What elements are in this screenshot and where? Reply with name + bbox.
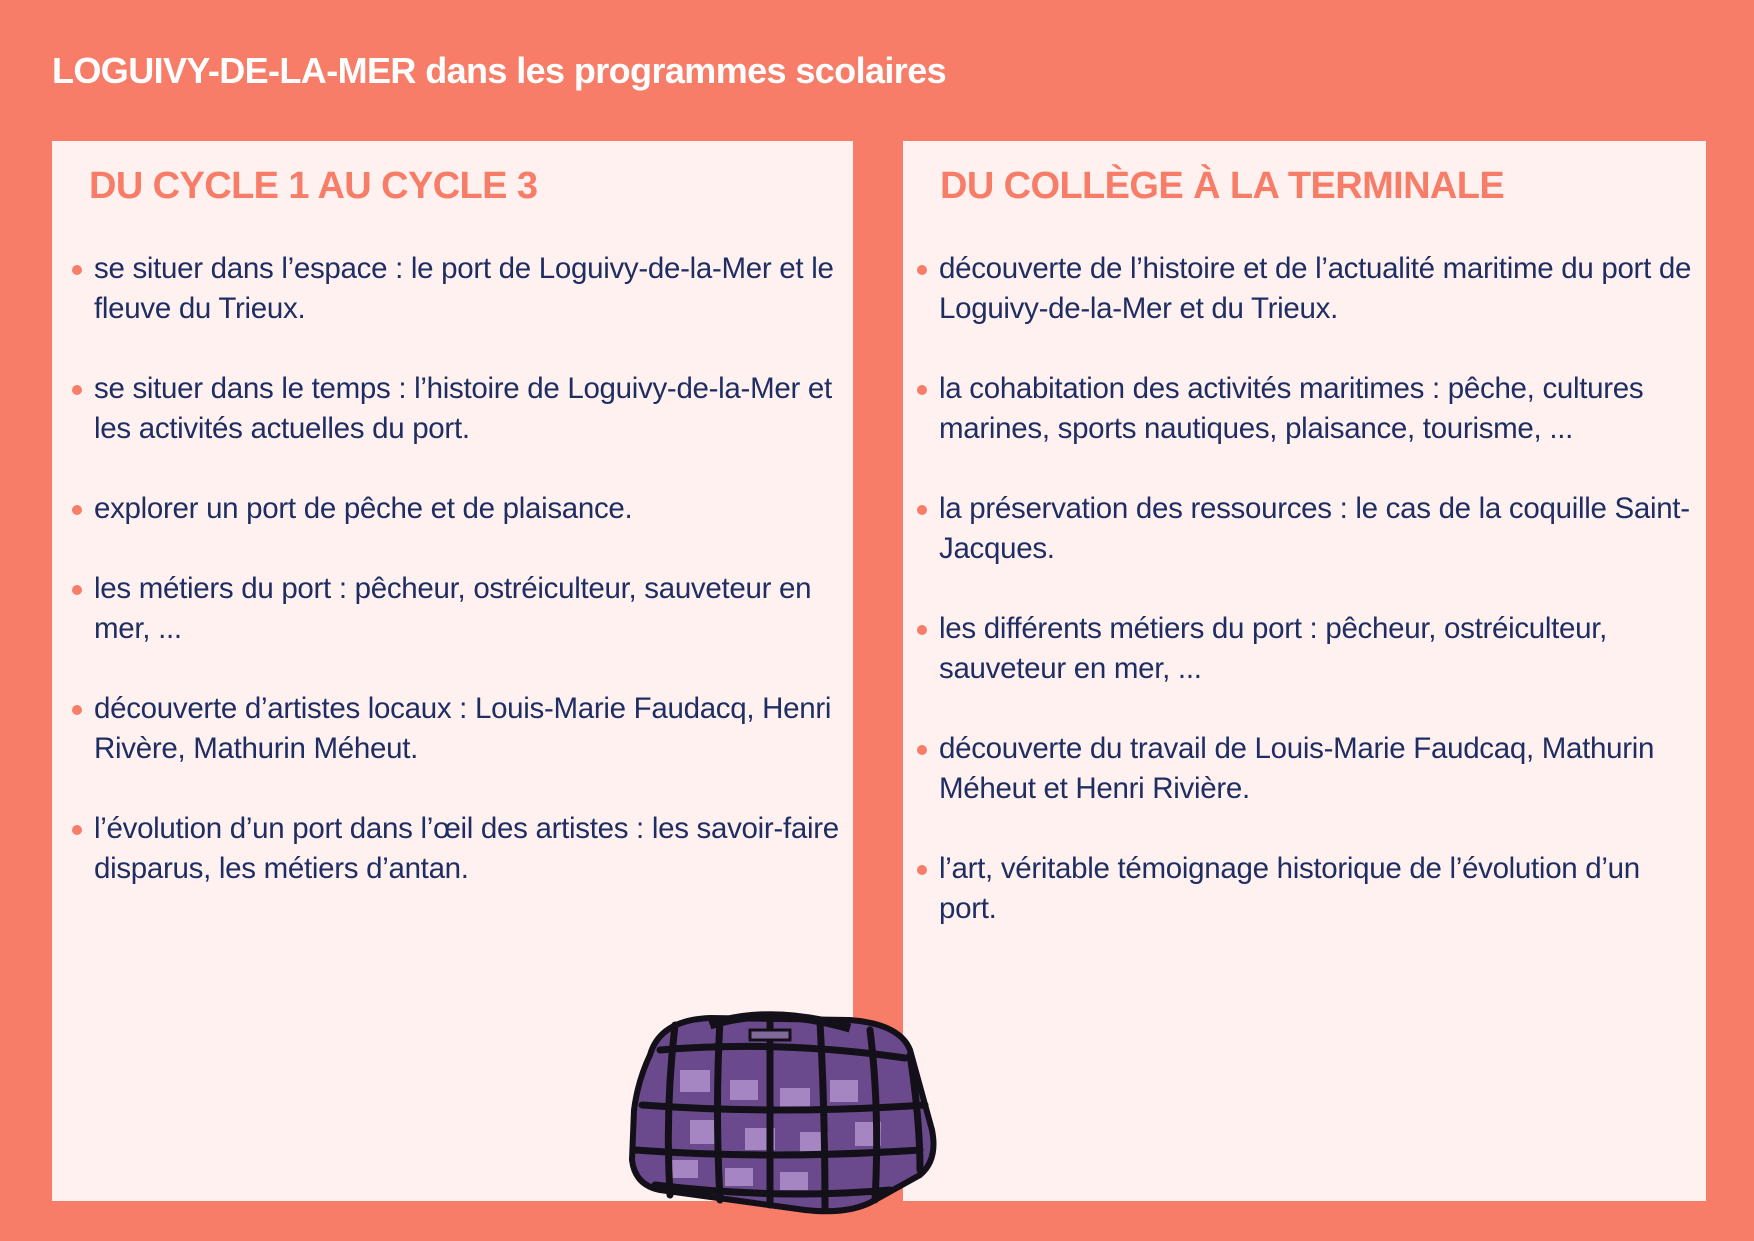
item-list [939, 249, 1703, 969]
bullet-dot [72, 825, 82, 835]
list-item-text: se situer dans l’espace : le port de Loguivy-de-la-Mer et le fleuve du Trieux. [94, 252, 834, 325]
list-item [939, 249, 1703, 329]
list-item [94, 569, 846, 649]
list-item-text: les métiers du port : pêcheur, ostréiculteur, sauveteur en mer, ... [94, 572, 812, 645]
bullet-dot [72, 265, 82, 275]
list-item-text: la préservation des ressources : le cas de la coquille Saint-Jacques. [939, 492, 1690, 565]
lobster-trap-illustration [620, 1010, 940, 1225]
panel-heading: DU CYCLE 1 AU CYCLE 3 [89, 165, 538, 207]
list-item [94, 489, 846, 529]
list-item-text: l’art, véritable témoignage historique de l’évolution d’un port. [939, 852, 1640, 925]
bullet-dot [72, 585, 82, 595]
list-item [939, 489, 1703, 569]
bullet-dot [917, 385, 927, 395]
list-item [939, 849, 1703, 929]
bullet-dot [917, 505, 927, 515]
panel-college-terminale [903, 141, 1706, 1201]
panel-heading: DU COLLÈGE À LA TERMINALE [940, 165, 1505, 207]
list-item-text: découverte d’artistes locaux : Louis-Marie Faudacq, Henri Rivère, Mathurin Méheut. [94, 692, 832, 765]
bullet-dot [917, 265, 927, 275]
bullet-dot [72, 385, 82, 395]
list-item-text: l’évolution d’un port dans l’œil des artistes : les savoir-faire disparus, les métiers d’antan. [94, 812, 839, 885]
page-title: LOGUIVY-DE-LA-MER dans les programmes scolaires [52, 50, 947, 91]
list-item-text: découverte du travail de Louis-Marie Faudcaq, Mathurin Méheut et Henri Rivière. [939, 732, 1655, 805]
list-item-text: les différents métiers du port : pêcheur, ostréiculteur, sauveteur en mer, ... [939, 612, 1608, 685]
list-item [939, 729, 1703, 809]
bullet-dot [72, 505, 82, 515]
list-item [939, 369, 1703, 449]
list-item-text: découverte de l’histoire et de l’actualité maritime du port de Loguivy-de-la-Mer et du Trieux. [939, 252, 1692, 325]
bullet-dot [917, 865, 927, 875]
list-item-text: la cohabitation des activités maritimes : pêche, cultures marines, sports nautiques, plaisance, tourisme, ... [939, 372, 1644, 445]
list-item-text: explorer un port de pêche et de plaisance. [94, 492, 633, 525]
list-item [94, 689, 846, 769]
list-item-text: se situer dans le temps : l’histoire de Loguivy-de-la-Mer et les activités actuelles du port. [94, 372, 832, 445]
list-item [94, 249, 846, 329]
bullet-dot [72, 705, 82, 715]
bullet-dot [917, 745, 927, 755]
list-item [939, 609, 1703, 689]
item-list [94, 249, 846, 929]
bullet-dot [917, 625, 927, 635]
list-item [94, 809, 846, 889]
list-item [94, 369, 846, 449]
